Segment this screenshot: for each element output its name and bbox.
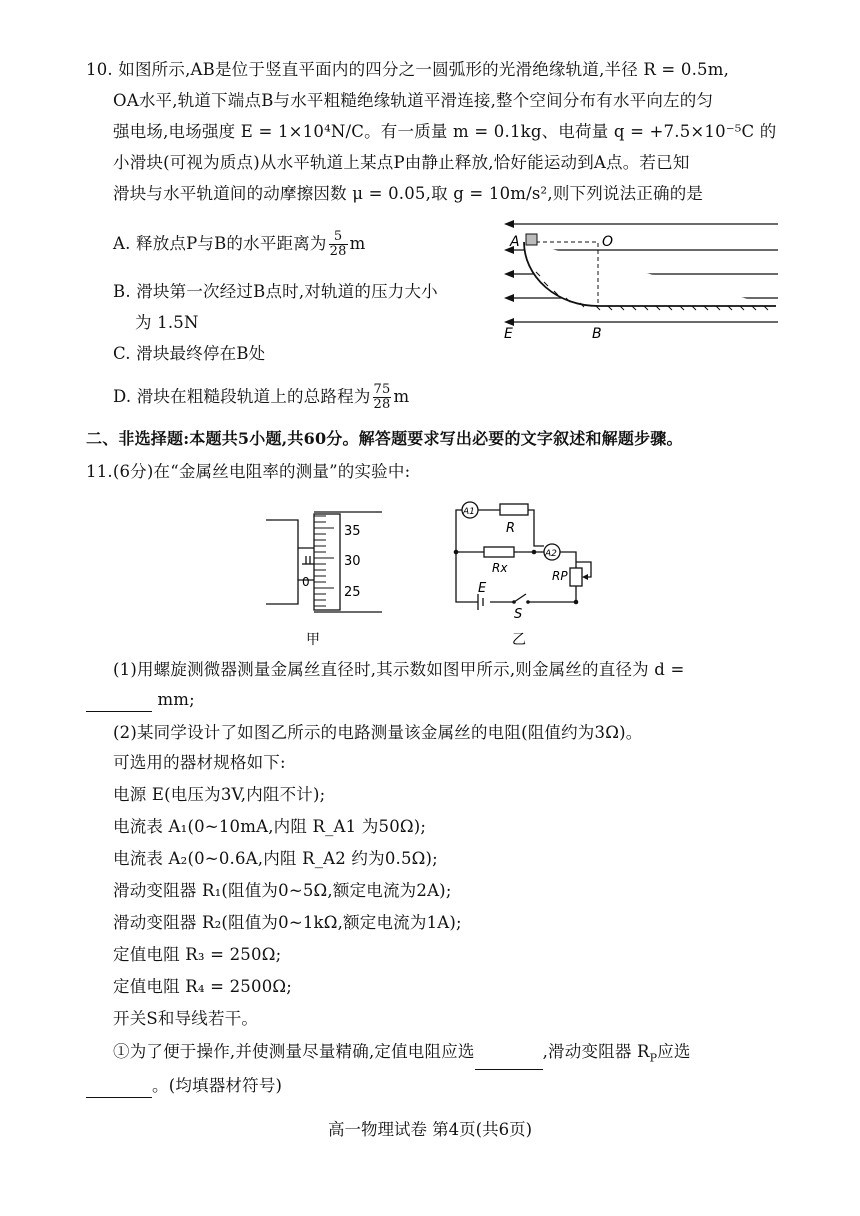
junction-dot (532, 550, 537, 555)
slider-block (526, 234, 537, 245)
q10-option-a-numerator: 5 (329, 230, 348, 245)
junction-dot (454, 550, 459, 555)
q11-part-1: (1)用螺旋测微器测量金属丝直径时,其示数如图甲所示,则金属丝的直径为 d = (113, 660, 685, 679)
q10-option-b-line-1: B. 滑块第一次经过B点时,对轨道的压力大小 (113, 282, 438, 301)
micrometer-anvil-top (266, 520, 314, 548)
battery-icon (478, 594, 483, 610)
junction-dot (574, 600, 579, 605)
label-e: E (478, 581, 487, 596)
q10-line-2: OA水平,轨道下端点B与水平粗糙绝缘轨道平滑连接,整个空间分布有水平向左的匀 (113, 91, 714, 110)
label-r: R (506, 521, 516, 536)
sub1-subscript: P (649, 1051, 658, 1065)
field-arrow-icon (504, 270, 514, 278)
circuit-figure (448, 494, 618, 648)
q10-option-d-fraction (373, 383, 392, 412)
equipment-item: 滑动变阻器 R₂(阻值为0~1kΩ,额定电流为1A); (113, 913, 462, 932)
figure-jia-caption: 甲 (306, 632, 320, 648)
q10-option-c: C. 滑块最终停在B处 (113, 344, 266, 363)
q11-subquestion-1 (113, 1040, 691, 1070)
q11-part-2: (2)某同学设计了如图乙所示的电路测量该金属丝的电阻(阻值约为3Ω)。 (113, 723, 643, 742)
rheostat-slider-wire (576, 562, 591, 577)
micrometer-figure (262, 508, 392, 648)
label-a2: A2 (545, 549, 557, 559)
label-rx: Rx (492, 561, 508, 575)
thimble-scale-ticks (314, 516, 334, 612)
q10-line-1: 10. 如图所示,AB是位于竖直平面内的四分之一圆弧形的光滑绝缘轨道,半径 R = 0.5m, (86, 60, 730, 79)
q11-intro: 11.(6分)在“金属丝电阻率的测量”的实验中: (86, 462, 411, 481)
section-2-heading: 二、非选择题:本题共5小题,共60分。解答题要求写出必要的文字叙述和解题步骤。 (86, 429, 683, 448)
label-o: O (602, 234, 614, 250)
equipment-item: 电流表 A₁(0~10mA,内阻 R_A1 为50Ω); (113, 817, 427, 836)
equipment-item: 电源 E(电压为3V,内阻不计); (113, 785, 326, 804)
slider-arrow-icon (582, 574, 588, 580)
equipment-intro: 可选用的器材规格如下: (113, 753, 286, 772)
equipment-item: 开关S和导线若干。 (113, 1009, 259, 1028)
sub1-text-1: ①为了便于操作,并使测量尽量精确,定值电阻应选 (113, 1042, 475, 1061)
q10-option-d-numerator: 75 (373, 382, 391, 397)
tick-label-25: 25 (344, 585, 361, 600)
label-rp: RP (552, 569, 568, 583)
equipment-item: 电流表 A₂(0~0.6A,内阻 R_A2 约为0.5Ω); (113, 849, 438, 868)
q10-option-d-text: D. 滑块在粗糙段轨道上的总路程为 (113, 387, 371, 406)
tick-label-35: 35 (344, 524, 361, 539)
field-arrow-icon (504, 294, 514, 302)
sub1-text-2: ,滑动变阻器 R (542, 1042, 650, 1061)
tick-label-30: 30 (344, 554, 361, 569)
q10-option-a-fraction (329, 230, 348, 259)
equipment-item: 定值电阻 R₃ = 250Ω; (113, 945, 282, 964)
q10-line-3: 强电场,电场强度 E = 1×10⁴N/C。有一质量 m = 0.1kg、电荷量 q = +7.5×10⁻⁵C 的 (113, 122, 777, 141)
q10-line-5: 滑块与水平轨道间的动摩擦因数 μ = 0.05,取 g = 10m/s²,则下列说法正确的是 (113, 184, 704, 203)
q10-option-a-unit: m (349, 234, 366, 253)
diameter-answer-blank[interactable] (86, 693, 152, 712)
page-footer: 高一物理试卷 第4页(共6页) (327, 1120, 533, 1139)
switch-icon (514, 594, 526, 602)
q10-option-b-line-2: 为 1.5N (135, 313, 199, 332)
rheostat-choice-blank[interactable] (86, 1079, 152, 1098)
sub1-end: 。(均填器材符号) (152, 1076, 283, 1095)
label-b: B (592, 326, 602, 342)
resistor-choice-blank[interactable] (475, 1051, 543, 1070)
sleeve-mm-ticks (306, 556, 310, 564)
resistor-rx (484, 547, 514, 557)
field-arrow-icon (504, 318, 514, 326)
q10-option-d-unit: m (393, 387, 410, 406)
switch-contact (512, 600, 516, 604)
label-a1: A1 (463, 507, 475, 517)
figure-yi-caption: 乙 (512, 632, 526, 648)
q10-option-a-denominator: 28 (329, 244, 347, 259)
q10-option-a-text: A. 释放点P与B的水平距离为 (113, 234, 327, 253)
equipment-item: 定值电阻 R₄ = 2500Ω; (113, 977, 293, 996)
q10-option-d (113, 383, 409, 412)
resistor-r (500, 504, 528, 515)
sub1-text-3: 应选 (657, 1042, 691, 1061)
q10-option-d-denominator: 28 (373, 397, 391, 412)
rheostat-rp (570, 568, 582, 586)
equipment-item: 滑动变阻器 R₁(阻值为0~5Ω,额定电流为2A); (113, 881, 452, 900)
switch-contact (526, 600, 530, 604)
field-arrow-icon (504, 220, 514, 228)
label-s: S (514, 607, 523, 622)
q10-line-4: 小滑块(可视为质点)从水平轨道上某点P由静止释放,恰好能运动到A点。若已知 (113, 153, 690, 172)
sleeve-label-0: 0 (302, 575, 310, 589)
label-a: A (510, 234, 520, 250)
q11-part-1-unit: mm; (157, 690, 195, 709)
q11-subquestion-1-cont (86, 1074, 282, 1098)
label-e: E (504, 326, 513, 342)
q10-track-figure (496, 212, 786, 342)
q11-part-1-answer (86, 688, 195, 712)
q10-option-a (113, 230, 365, 259)
